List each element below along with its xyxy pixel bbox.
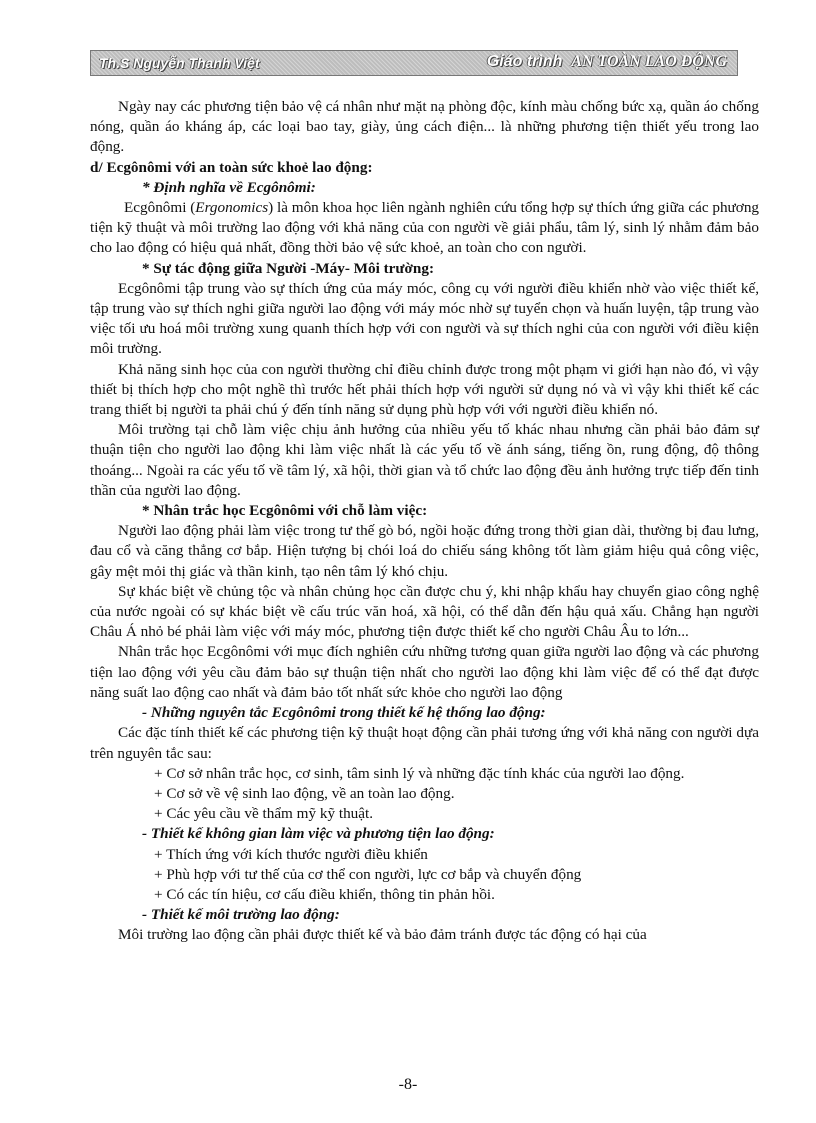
list-item: + Có các tín hiệu, cơ cấu điều khiển, thông tin phản hồi. xyxy=(154,885,495,903)
subheading: - Thiết kế không gian làm việc và phương tiện lao động: xyxy=(142,825,495,843)
paragraph: Môi trường tại chỗ làm việc chịu ảnh hưởng của nhiều yếu tố khác nhau nhưng cần phải bảo đảm sự thuận tiện cho người lao động khi làm việc nhất là các yếu tố về ánh sáng, tiếng ồn, rung động, độ thông thoáng... Ngoài ra các yếu tố về tâm lý, xã hội, thời gian và tổ chức lao động đều ảnh hưởng trực tiếp đến tinh thần của người lao động. xyxy=(90,421,759,499)
page-body xyxy=(90,97,759,946)
list-item: + Phù hợp với tư thế của cơ thể con người, lực cơ bắp và chuyển động xyxy=(154,865,582,883)
paragraph: Ngày nay các phương tiện bảo vệ cá nhân như mặt nạ phòng độc, kính màu chống bức xạ, quần áo chống nóng, quần áo kháng áp, các loại bao tay, giày, ủng cách điện... là những phương tiện thiết yếu trong lao động. xyxy=(90,98,759,156)
paragraph: Sự khác biệt về chủng tộc và nhân chủng học cần được chu ý, khi nhập khẩu hay chuyển giao công nghệ của nước ngoài có sự khác biệt về cấu trúc văn hoá, xã hội, có thể dẫn đến hậu quả xấu. Chẳng hạn người Châu Á nhỏ bé phải làm việc với máy móc, phương tiện được thiết kế cho người Châu Âu to lớn... xyxy=(90,582,759,641)
paragraph: Người lao động phải làm việc trong tư thế gò bó, ngồi hoặc đứng trong thời gian dài, thường bị đau lưng, đau cổ và căng thẳng cơ bắp. Hiện tượng bị chói loá do chiếu sáng không tốt làm giảm hiệu quả công việc, gây mệt mỏi thị giác và thần kinh, tạo nên tâm lý khó chịu. xyxy=(90,522,759,580)
paragraph: Khả năng sinh học của con người thường chỉ điều chỉnh được trong một phạm vi giới hạn nào đó, vì vậy thiết bị thích hợp cho một nghề thì trước hết phải thích hợp với người sử dụng nó và vì vậy khi thiết kế các trang thiết bị người ta phải chú ý đến tính năng sử dụng phù hợp với với người điều khiển nó. xyxy=(90,360,759,419)
page-number: -8- xyxy=(398,1076,418,1093)
header-author: Th.S Nguyễn Thanh Việt xyxy=(99,55,260,71)
subheading: * Định nghĩa về Ecgônômi: xyxy=(142,178,316,196)
subheading: - Những nguyên tắc Ecgônômi trong thiết kế hệ thống lao động: xyxy=(142,704,546,722)
paragraph: Ecgônômi (Ergonomics) là môn khoa học liên ngành nghiên cứu tổng hợp sự thích ứng giữa các phương tiện kỹ thuật và môi trường lao động với khả năng của con người về giải phẩu, tâm lý, sinh lý nhằm đảm bảo cho lao động có hiệu quả nhất, đồng thời bảo vệ sức khoẻ, an toàn cho con người. xyxy=(90,199,760,257)
page-header xyxy=(90,50,738,76)
paragraph: Ecgônômi tập trung vào sự thích ứng của máy móc, công cụ với người điều khiển nhờ vào việc thiết kế, tập trung vào sự thích nghi giữa người lao động với máy móc nhờ sự tuyển chọn và huấn luyện, tập trung vào việc tối ưu hoá môi trường xung quanh thích hợp với con người và sự thích nghi của con người với điều kiện môi trường. xyxy=(90,279,759,358)
list-item: + Cơ sở về vệ sinh lao động, về an toàn lao động. xyxy=(154,784,455,802)
list-item: + Cơ sở nhân trắc học, cơ sinh, tâm sinh lý và những đặc tính khác của người lao động. xyxy=(154,764,685,782)
term-ergonomics: Ergonomics xyxy=(195,199,269,217)
subheading: * Nhân trắc học Ecgônômi với chỗ làm việc: xyxy=(142,502,428,520)
header-book-title: AN TOÀN LAO ĐỘNG xyxy=(571,53,727,70)
list-item: + Thích ứng với kích thước người điều khiển xyxy=(154,845,428,863)
subheading: - Thiết kế môi trường lao động: xyxy=(142,906,340,924)
subheading: * Sự tác động giữa Người -Máy- Môi trường: xyxy=(142,259,435,277)
section-heading: d/ Ecgônômi với an toàn sức khoẻ lao động: xyxy=(90,158,373,176)
paragraph: Môi trường lao động cần phải được thiết kế và bảo đảm tránh được tác động có hại của xyxy=(118,926,647,944)
header-book-prefix: Giáo trình xyxy=(486,53,563,70)
paragraph: Nhân trắc học Ecgônômi với mục đích nghiên cứu những tương quan giữa người lao động và các phương tiện lao động với yêu cầu đảm bảo sự thuận tiện nhất cho người lao động khi làm việc để có thể đạt được năng suất lao động cao nhất và đảm bảo tốt nhất sức khỏe cho người lao động xyxy=(90,643,759,701)
list-item: + Các yêu cầu về thẩm mỹ kỹ thuật. xyxy=(154,805,374,823)
paragraph: Các đặc tính thiết kế các phương tiện kỹ thuật hoạt động cần phải tương ứng với khả năng con người dựa trên nguyên tắc sau: xyxy=(90,724,759,762)
header-book xyxy=(487,53,727,71)
